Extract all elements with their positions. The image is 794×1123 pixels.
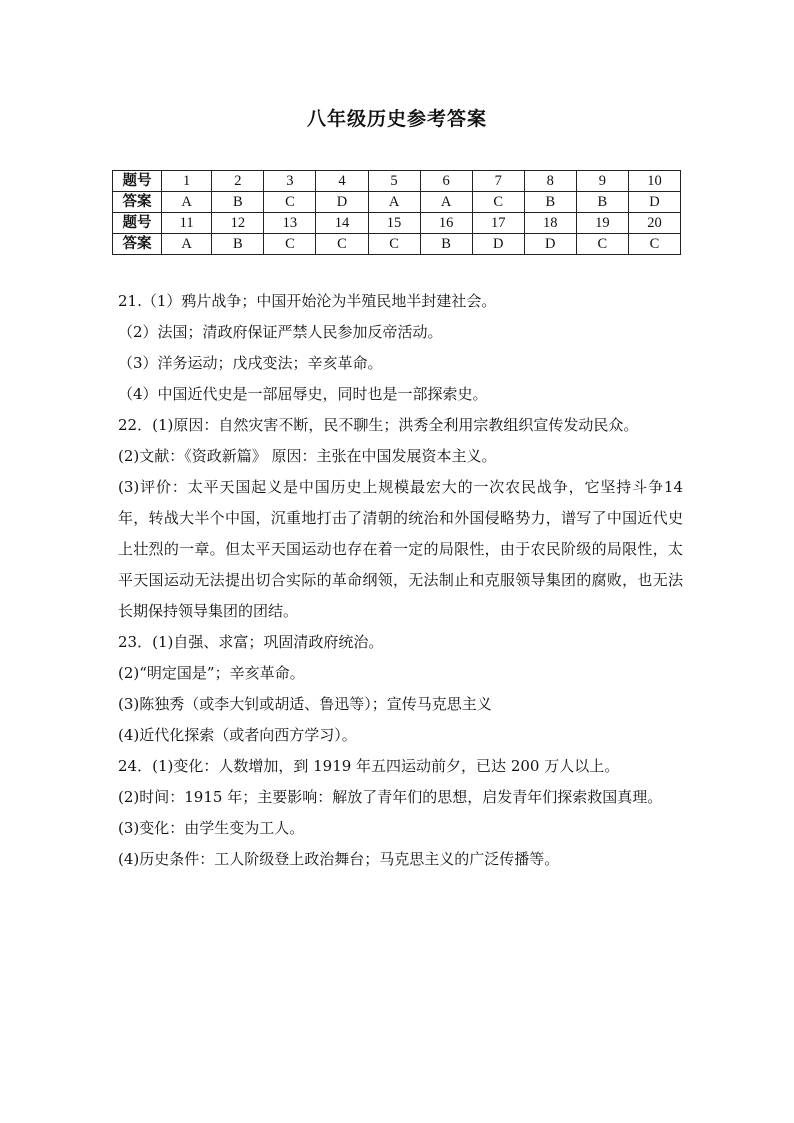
answer-line: (3)陈独秀（或李大钊或胡适、鲁迅等）；宣传马克思主义 [118,695,492,713]
table-cell: B [212,234,264,255]
table-row-header: 答案 [113,234,162,255]
table-cell: D [628,192,680,213]
table-cell: B [420,234,472,255]
table-cell: A [162,192,212,213]
answer-line: (4)历史条件：工人阶级登上政治舞台；马克思主义的广泛传播等。 [118,850,560,868]
table-cell: C [472,192,524,213]
table-cell: 16 [420,213,472,234]
table-cell: 9 [576,171,628,192]
answer-line: 23．(1)自强、求富；巩固清政府统治。 [118,633,384,651]
answer-line: 21.（1）鸦片战争；中国开始沦为半殖民地半封建社会。 [118,292,497,310]
table-cell: 3 [264,171,316,192]
answer-key-table [112,170,681,255]
table-cell: C [628,234,680,255]
table-cell: 18 [524,213,576,234]
table-cell: C [316,234,368,255]
table-cell: 17 [472,213,524,234]
table-cell: D [524,234,576,255]
table-cell: 5 [368,171,420,192]
answer-line: (2)文献：《资政新篇》 原因：主张在中国发展资本主义。 [118,447,497,465]
table-row-header: 答案 [113,192,162,213]
table-cell: 11 [162,213,212,234]
table-cell: 1 [162,171,212,192]
table-cell: 20 [628,213,680,234]
page-title: 八年级历史参考答案 [306,108,487,130]
table-row [113,192,681,213]
table-cell: A [420,192,472,213]
answer-line: (2)时间：1915 年；主要影响：解放了青年们的思想，启发青年们探索救国真理。 [118,788,663,806]
table-cell: 15 [368,213,420,234]
table-cell: B [524,192,576,213]
answer-line: 24．(1)变化：人数增加，到 1919 年五四运动前夕，已达 200 万人以上。 [118,757,620,775]
table-row-header: 题号 [113,213,162,234]
answer-line: 22．(1)原因：自然灾害不断，民不聊生；洪秀全利用宗教组织宣传发动民众。 [118,416,639,434]
table-cell: D [316,192,368,213]
answer-line: (3)评价：太平天国起义是中国历史上规模最宏大的一次农民战争，它坚持斗争14 年，转战大半个中国，沉重地打击了清朝的统治和外国侵略势力，谱写了中国近代史上壮烈的一章。但太平天国运动也存在着一定的局限性，由于农民阶级的局限性，太平天国运动无法提出切合实际的革命纲领，无法制止和克服领导集团的腐败，也无法长期保持领导集团的团结。 [118,478,683,620]
table-cell: A [162,234,212,255]
answer-line: （2）法国；清政府保证严禁人民参加反帝活动。 [118,323,443,341]
table-cell: A [368,192,420,213]
table-cell: 4 [316,171,368,192]
answers-section [118,286,683,875]
table-row [113,171,681,192]
answer-key-table-body [113,171,681,255]
answer-line: (2)“明定国是”；辛亥革命。 [118,664,305,682]
table-cell: 7 [472,171,524,192]
table-cell: D [472,234,524,255]
table-cell: 2 [212,171,264,192]
table-row [113,234,681,255]
table-cell: B [212,192,264,213]
table-cell: C [576,234,628,255]
table-cell: 14 [316,213,368,234]
answer-line: (3)变化：由学生变为工人。 [118,819,305,837]
table-cell: 6 [420,171,472,192]
table-cell: 19 [576,213,628,234]
table-cell: 10 [628,171,680,192]
table-cell: C [264,192,316,213]
answer-line: （3）洋务运动；戊戌变法；辛亥革命。 [118,354,383,372]
table-cell: B [576,192,628,213]
table-cell: 8 [524,171,576,192]
table-row-header: 题号 [113,171,162,192]
table-row [113,213,681,234]
table-cell: 12 [212,213,264,234]
table-cell: C [368,234,420,255]
answer-line: (4)近代化探索（或者向西方学习）。 [118,726,357,744]
table-cell: C [264,234,316,255]
table-cell: 13 [264,213,316,234]
answer-line: （4）中国近代史是一部屈辱史，同时也是一部探索史。 [118,385,488,403]
